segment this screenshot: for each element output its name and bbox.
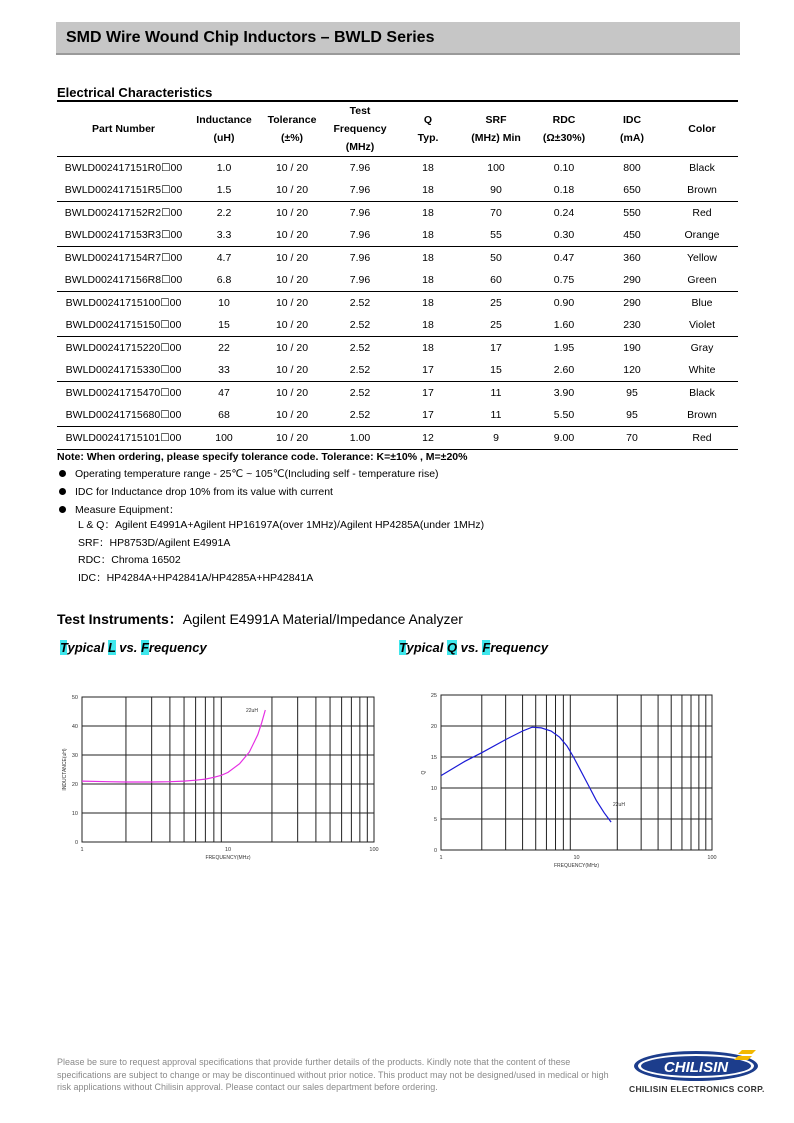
table-cell: BWLD00241715680☐00 [57, 404, 190, 427]
table-cell: 650 [598, 179, 666, 202]
table-cell: 190 [623, 342, 641, 354]
bullet-icon [59, 488, 66, 495]
q-vs-frequency-chart [412, 688, 722, 874]
table-cell: BWLD002417151R5☐00 [57, 179, 190, 202]
y-tick-label: 40 [71, 724, 78, 730]
test-instruments-value: Agilent E4991A Material/Impedance Analyzer [182, 611, 463, 627]
table-cell: BWLD00241715220☐00 [65, 342, 182, 354]
table-cell: 3.90 [553, 387, 575, 399]
table-cell: 18 [422, 297, 434, 309]
x-tick-label: 1 [80, 847, 84, 853]
table-cell: 800 [623, 162, 641, 174]
table-cell: Gray [690, 342, 714, 354]
table-cell: 290 [623, 297, 641, 309]
table-cell: 15 [190, 314, 258, 337]
test-instruments [57, 609, 463, 629]
table-cell: BWLD002417151R0☐00 [64, 162, 183, 174]
table-cell: 10 / 20 [258, 314, 326, 337]
column-header: Color [666, 102, 738, 157]
series-label: 22uH [613, 802, 625, 808]
table-cell: 70 [598, 427, 666, 450]
logo-subtitle: CHILISIN ELECTRONICS CORP. [629, 1084, 765, 1094]
list-item: Operating temperature range - 25℃ ~ 105℃(Including self - temperature rise) [57, 465, 439, 483]
y-axis-label: INDUCTANCE(uH) [62, 748, 68, 791]
table-cell: 22 [218, 342, 230, 354]
measure-equipment-list [78, 517, 484, 587]
table-cell: 120 [598, 359, 666, 382]
y-tick-label: 0 [74, 840, 78, 846]
x-axis-label: FREQUENCY(MHz) [554, 863, 599, 869]
table-cell: 2.52 [349, 387, 371, 399]
table-cell: 7.96 [349, 252, 371, 264]
table-cell: 18 [422, 252, 434, 264]
series-label: 22uH [246, 708, 258, 714]
test-instruments-label: Test Instruments： [57, 611, 183, 627]
table-cell: 0.90 [553, 297, 575, 309]
table-cell: BWLD002417156R8☐00 [57, 269, 190, 292]
y-tick-label: 25 [430, 693, 437, 699]
table-cell: 7.96 [326, 179, 394, 202]
table-cell: 450 [598, 224, 666, 247]
table-cell: Violet [666, 314, 738, 337]
table-cell: 10 / 20 [258, 224, 326, 247]
table-cell: 2.52 [349, 342, 371, 354]
table-cell: 11 [462, 404, 530, 427]
column-header: IDC (mA) [598, 102, 666, 157]
table-cell: 18 [394, 269, 462, 292]
table-body [57, 157, 738, 450]
x-tick-label: 1 [439, 855, 443, 861]
table-cell: 10 / 20 [275, 207, 309, 219]
table-cell: White [666, 359, 738, 382]
table-cell: BWLD00241715330☐00 [57, 359, 190, 382]
table-cell: 7.96 [349, 207, 371, 219]
x-tick-label: 10 [573, 855, 580, 861]
column-header: Inductance (uH) [190, 102, 258, 157]
table-cell: 10 / 20 [275, 297, 309, 309]
table-cell: 7.96 [326, 269, 394, 292]
table-cell: 2.52 [326, 404, 394, 427]
x-tick-label: 100 [369, 847, 379, 853]
table-cell: 18 [422, 162, 434, 174]
table-cell: 290 [598, 269, 666, 292]
table-cell: 550 [623, 207, 641, 219]
table-cell: 95 [626, 387, 638, 399]
disclaimer-footer: Please be sure to request approval specifications that provide further details of the products. Kindly note that the content of these specifications are subject to change or may be discontinued without prior notice. This product may not be designed/used in medical or high risk applications without Chilisin approval. Please contact our sales department before ordering. [57, 1057, 609, 1092]
table-cell: 50 [490, 252, 502, 264]
table-cell: 17 [394, 404, 462, 427]
table-row [57, 247, 738, 270]
table-cell: 1.5 [190, 179, 258, 202]
y-axis-label: Q [421, 770, 427, 775]
inductance-vs-frequency-chart [56, 690, 386, 862]
table-row [57, 382, 738, 405]
chart-title-l: Typical L vs. Frequency [60, 640, 207, 655]
table-cell: 2.52 [326, 314, 394, 337]
table-row [57, 292, 738, 315]
table-cell: 0.30 [530, 224, 598, 247]
ordering-note: Note: When ordering, please specify tolerance code. Tolerance: K=±10% , M=±20% [57, 451, 468, 463]
table-cell: 2.60 [530, 359, 598, 382]
column-header: SRF (MHz) Min [462, 102, 530, 157]
y-tick-label: 15 [430, 755, 437, 761]
table-cell: 7.96 [326, 224, 394, 247]
column-header: Part Number [57, 102, 190, 157]
table-cell: 10 / 20 [258, 404, 326, 427]
measure-line: IDC：HP4284A+HP42841A/HP4285A+HP42841A [78, 571, 314, 584]
column-header: Test Frequency (MHz) [326, 102, 394, 157]
table-cell: 18 [394, 179, 462, 202]
table-cell: 55 [462, 224, 530, 247]
y-tick-label: 20 [430, 724, 437, 730]
table-cell: 2.52 [326, 359, 394, 382]
page-title: SMD Wire Wound Chip Inductors – BWLD Series [66, 29, 435, 46]
measure-line: L & Q：Agilent E4991A+Agilent HP16197A(over 1MHz)/Agilent HP4285A(under 1MHz) [78, 519, 485, 531]
bullet-icon [59, 470, 66, 477]
table-row [57, 269, 738, 292]
table-cell: 10 / 20 [258, 359, 326, 382]
table-cell: 17 [394, 359, 462, 382]
table-cell: Brown [666, 179, 738, 202]
bullet-icon [59, 506, 66, 513]
column-header: Q Typ. [394, 102, 462, 157]
y-tick-label: 30 [71, 753, 78, 759]
table-cell: BWLD00241715101☐00 [57, 427, 190, 450]
table-cell: 10 / 20 [275, 252, 309, 264]
y-tick-label: 0 [433, 848, 437, 854]
table-cell: 2.52 [349, 297, 371, 309]
table-row [57, 314, 738, 337]
table-cell: 10 / 20 [258, 269, 326, 292]
table-cell: 9 [462, 427, 530, 450]
list-item: IDC for Inductance drop 10% from its value with current [57, 483, 439, 501]
table-cell: Black [689, 387, 715, 399]
table-cell: Blue [691, 297, 713, 309]
table-cell: BWLD002417152R2☐00 [64, 207, 183, 219]
y-tick-label: 20 [71, 782, 78, 788]
table-cell: Red [666, 427, 738, 450]
table-cell: Orange [666, 224, 738, 247]
table-cell: 1.95 [553, 342, 575, 354]
table-row [57, 224, 738, 247]
table-row [57, 157, 738, 180]
table-cell: 4.7 [216, 252, 232, 264]
header-bar [56, 22, 740, 55]
table-cell: 100 [487, 162, 505, 174]
section-title: Electrical Characteristics [57, 85, 213, 100]
y-tick-label: 50 [71, 695, 78, 701]
table-cell: 5.50 [530, 404, 598, 427]
table-cell: 1.0 [216, 162, 232, 174]
table-row [57, 404, 738, 427]
table-cell: 100 [190, 427, 258, 450]
table-cell: 18 [422, 342, 434, 354]
table-cell: 90 [462, 179, 530, 202]
table-cell: 60 [462, 269, 530, 292]
table-cell: 6.8 [190, 269, 258, 292]
table-row [57, 337, 738, 360]
table-cell: 18 [422, 207, 434, 219]
y-tick-label: 10 [430, 786, 437, 792]
table-row [57, 359, 738, 382]
table-cell: 68 [190, 404, 258, 427]
table-cell: 0.24 [553, 207, 575, 219]
table-cell: 11 [490, 387, 502, 399]
x-tick-label: 100 [707, 855, 717, 861]
table-cell: 10 / 20 [258, 427, 326, 450]
notes-list [57, 465, 439, 519]
table-cell: 10 / 20 [258, 179, 326, 202]
table-cell: 15 [462, 359, 530, 382]
table-cell: Red [692, 207, 712, 219]
table-cell: 18 [394, 224, 462, 247]
table-cell: 2.2 [216, 207, 232, 219]
table-cell: BWLD00241715150☐00 [57, 314, 190, 337]
x-tick-label: 10 [224, 847, 232, 853]
y-tick-label: 10 [71, 811, 78, 817]
table-row [57, 202, 738, 225]
table-cell: Black [689, 162, 715, 174]
measure-line: RDC：Chroma 16502 [78, 554, 181, 566]
table-cell: 33 [190, 359, 258, 382]
table-cell: 25 [462, 314, 530, 337]
list-item: Measure Equipment： [57, 501, 439, 519]
table-cell: 360 [623, 252, 641, 264]
table-cell: 70 [490, 207, 502, 219]
y-tick-label: 5 [433, 817, 437, 823]
table-cell: 230 [598, 314, 666, 337]
table-cell: Brown [666, 404, 738, 427]
table-cell: 10 / 20 [275, 342, 309, 354]
table-row [57, 179, 738, 202]
table-cell: 47 [218, 387, 230, 399]
table-cell: 1.60 [530, 314, 598, 337]
table-cell: BWLD002417153R3☐00 [57, 224, 190, 247]
column-header: Tolerance (±%) [258, 102, 326, 157]
table-cell: 0.47 [553, 252, 575, 264]
table-cell: 17 [490, 342, 502, 354]
table-cell: 17 [422, 387, 434, 399]
table-cell: BWLD002417154R7☐00 [64, 252, 183, 264]
table-cell: 9.00 [530, 427, 598, 450]
chart-title-q: Typical Q vs. Frequency [399, 640, 549, 655]
column-header: RDC (Ω±30%) [530, 102, 598, 157]
table-cell: Green [666, 269, 738, 292]
table-header-row [57, 102, 738, 157]
table-cell: 3.3 [190, 224, 258, 247]
table-cell: 7.96 [349, 162, 371, 174]
table-cell: BWLD00241715470☐00 [65, 387, 182, 399]
electrical-characteristics-table [57, 102, 738, 450]
table-cell: 95 [598, 404, 666, 427]
table-cell: 25 [490, 297, 502, 309]
table-cell: 18 [394, 314, 462, 337]
table-cell: 0.18 [530, 179, 598, 202]
table-cell: 1.00 [326, 427, 394, 450]
table-row [57, 427, 738, 450]
series-line [82, 710, 265, 782]
table-cell: 10 / 20 [275, 162, 309, 174]
measure-line: SRF：HP8753D/Agilent E4991A [78, 536, 231, 549]
table-cell: Yellow [687, 252, 717, 264]
table-cell: BWLD00241715100☐00 [65, 297, 182, 309]
table-cell: 10 / 20 [275, 387, 309, 399]
table-cell: 0.10 [553, 162, 575, 174]
table-cell: 12 [394, 427, 462, 450]
x-axis-label: FREQUENCY(MHz) [205, 855, 251, 861]
table-cell: 0.75 [530, 269, 598, 292]
table-cell: 10 [218, 297, 230, 309]
svg-text:CHILISIN: CHILISIN [663, 1059, 729, 1076]
series-line [441, 727, 611, 822]
